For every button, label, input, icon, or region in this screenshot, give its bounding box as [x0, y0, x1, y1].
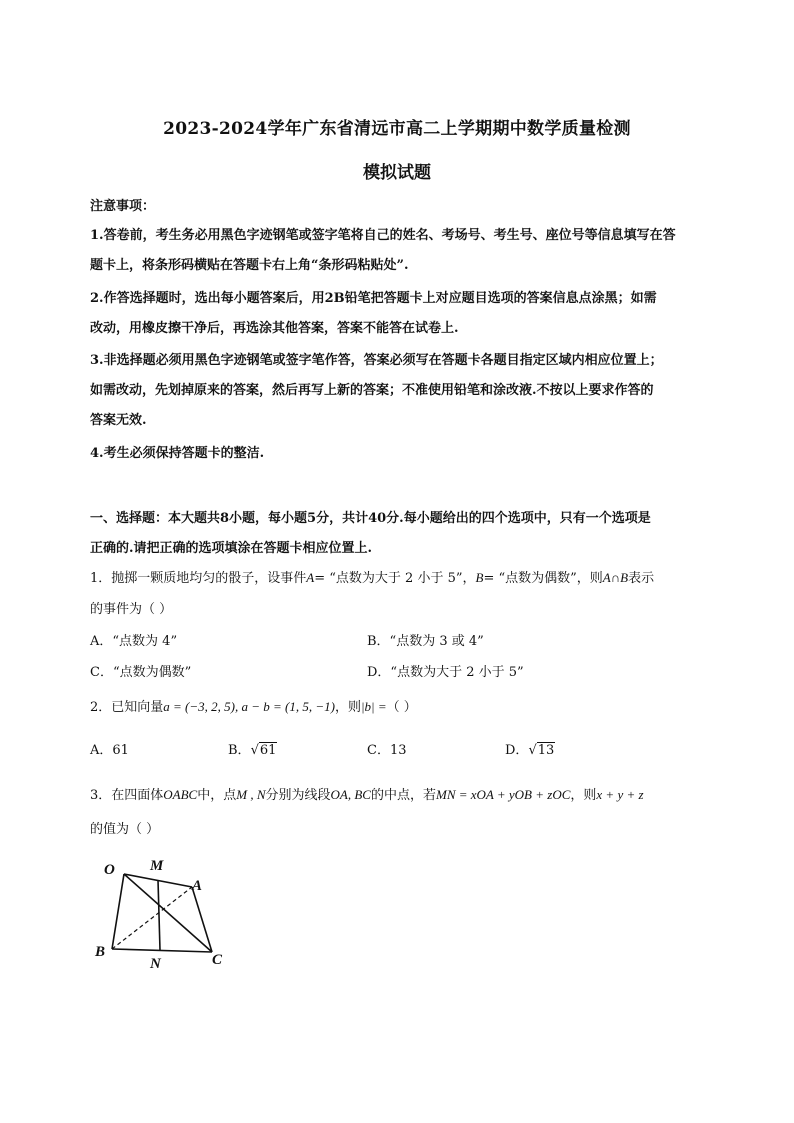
exam-title: 2023-2024学年广东省清远市高二上学期期中数学质量检测 — [163, 119, 631, 139]
q1-intersection: A∩B — [602, 570, 629, 585]
q2-option-c[interactable]: C．13 — [367, 743, 407, 758]
q1-event-b: B — [475, 570, 484, 585]
q1-text-b: = “点数为大于 2 小于 5”， — [314, 571, 476, 586]
question-1-stem-cont: 的事件为（ ） — [90, 602, 173, 617]
section-heading-cont: 正确的.请把正确的选项填涂在答题卡相应位置上. — [90, 541, 373, 556]
q2-option-b-label: B． — [228, 743, 251, 758]
notice-line-1: 1.答卷前，考生务必用黑色字迹钢笔或签字笔将自己的姓名、考场号、考生号、座位号等信息填写在答 — [90, 228, 676, 243]
q1-option-d[interactable]: D．“点数为大于 2 小于 5” — [367, 665, 524, 680]
edge-ob — [112, 874, 124, 949]
notice-line-8: 4.考生必须保持答题卡的整洁. — [90, 446, 265, 461]
q3-text-a: 3．在四面体 — [90, 788, 164, 803]
label-m: M — [150, 858, 164, 874]
q3-text-e: ，则 — [570, 788, 597, 803]
q3-segments: OA, BC — [330, 787, 371, 802]
section-heading: 一、选择题：本大题共8小题，每小题5分，共计40分.每小题给出的四个选项中，只有一个选项是 — [90, 511, 651, 526]
q2-option-b-radicand: 61 — [259, 743, 277, 758]
q3-vector-expr: MN = xOA + yOB + zOC — [435, 787, 571, 802]
question-2-stem — [90, 696, 417, 715]
q2-text-b: ，则 — [334, 700, 361, 715]
notice-line-2: 题卡上，将条形码横贴在答题卡右上角“条形码粘贴处”. — [90, 258, 409, 273]
q2-vector-expr: a = (−3, 2, 5), a − b = (1, 5, −1) — [163, 699, 335, 714]
q3-text-b: 中，点 — [197, 788, 237, 803]
tetrahedron-figure — [92, 852, 242, 970]
q3-sum: x + y + z — [596, 787, 644, 802]
q2-option-d[interactable]: D．√13 — [505, 743, 555, 758]
q2-text-a: 2．已知向量 — [90, 700, 164, 715]
q1-text-a: 1．抛掷一颗质地均匀的骰子，设事件 — [90, 571, 307, 586]
q2-norm-expr: |b| = — [360, 699, 387, 714]
q2-text-c: （ ） — [386, 700, 417, 715]
q3-text-d: 的中点，若 — [370, 788, 436, 803]
question-1-stem — [90, 567, 654, 586]
label-c: C — [212, 952, 223, 968]
q1-text-c: = “点数为偶数”，则 — [483, 571, 603, 586]
notice-heading: 注意事项： — [90, 199, 156, 214]
notice-line-3: 2.作答选择题时，选出每小题答案后，用2B铅笔把答题卡上对应题目选项的答案信息点涂黑；如需 — [90, 291, 657, 306]
label-o: O — [104, 862, 115, 878]
label-n: N — [150, 956, 161, 970]
q1-option-c[interactable]: C．“点数为偶数” — [90, 665, 192, 680]
label-b: B — [95, 944, 106, 960]
q2-option-b[interactable]: B．√61 — [228, 743, 277, 758]
question-3-stem — [90, 784, 644, 803]
question-3-stem-cont: 的值为（ ） — [90, 822, 160, 837]
q3-points: M , N — [236, 787, 266, 802]
q1-option-b[interactable]: B．“点数为 3 或 4” — [367, 634, 484, 649]
q2-option-d-radicand: 13 — [537, 743, 555, 758]
q2-option-a[interactable]: A．61 — [90, 743, 129, 758]
q3-text-c: 分别为线段 — [265, 788, 331, 803]
q1-option-a[interactable]: A．“点数为 4” — [90, 634, 178, 649]
edge-ba-hidden — [112, 887, 192, 949]
notice-line-7: 答案无效. — [90, 413, 147, 428]
notice-line-4: 改动，用橡皮擦干净后，再选涂其他答案，答案不能答在试卷上. — [90, 321, 459, 336]
notice-line-5: 3.非选择题必须用黑色字迹钢笔或签字笔作答，答案必须写在答题卡各题目指定区域内相应位置上； — [90, 353, 663, 368]
q2-option-d-label: D． — [505, 743, 529, 758]
segment-mn — [158, 880, 160, 950]
exam-subtitle: 模拟试题 — [363, 163, 431, 183]
q1-text-d: 表示 — [628, 571, 655, 586]
notice-line-6: 如需改动，先划掉原来的答案，然后再写上新的答案；不准使用铅笔和涂改液.不按以上要求作答的 — [90, 383, 654, 398]
q1-event-a: A — [306, 570, 315, 585]
label-a: A — [192, 878, 203, 894]
q3-solid: OABC — [163, 787, 198, 802]
edge-bc — [112, 949, 212, 952]
